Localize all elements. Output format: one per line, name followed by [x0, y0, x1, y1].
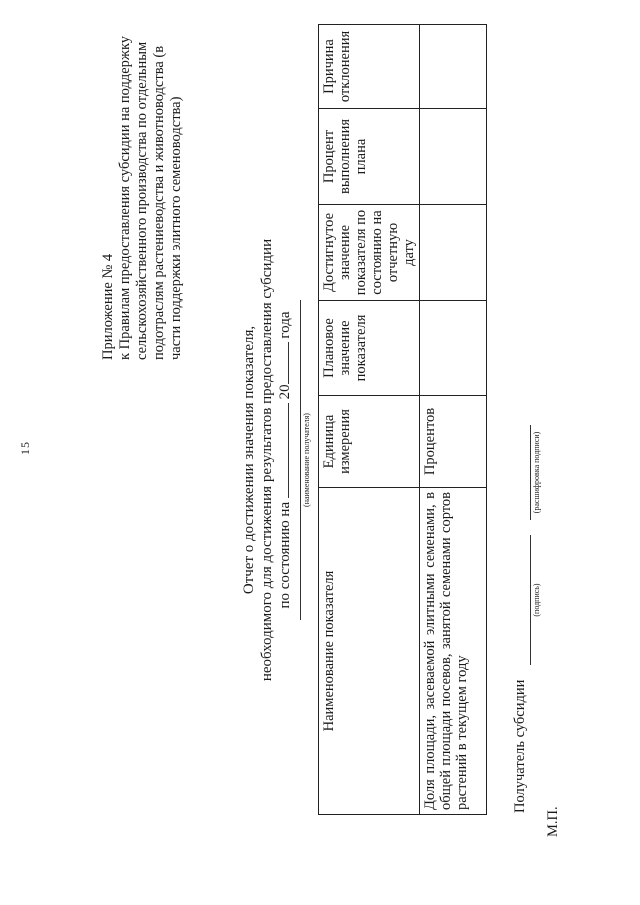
table-row [420, 25, 487, 815]
page-number: 15 [18, 441, 32, 455]
cell-planned-value [420, 301, 487, 396]
table-header-row [319, 25, 420, 815]
recipient-signature-label: Получатель субсидии [512, 679, 528, 813]
date-year-prefix: 20 [277, 384, 293, 400]
indicator-table [318, 24, 487, 815]
header-deviation-reason: Причина отклонения [319, 25, 420, 109]
date-suffix: года [277, 311, 293, 339]
header-indicator-name: Наименование показателя [319, 488, 420, 815]
header-planned-value: Плановое значение показателя [319, 301, 420, 396]
date-blank [276, 403, 289, 498]
report-title-line1: Отчет о достижении значения показателя, [241, 325, 257, 595]
signature-caption: (подпись) [532, 583, 541, 617]
report-title-line2: необходимого для достижения результатов предоставления субсидии [259, 238, 275, 682]
cell-plan-percent [420, 109, 487, 205]
report-date-line [276, 210, 294, 710]
date-prefix: по состоянию на [277, 501, 293, 609]
stamp-label: М.П. [545, 806, 561, 837]
cell-achieved-value [420, 205, 487, 301]
cell-indicator-name: Доля площади, засеваемой элитными семенами, в общей площади посевов, занятой семенами сортов растений в текущем году [420, 488, 487, 815]
cell-deviation-reason [420, 25, 487, 109]
report-title [240, 210, 294, 710]
cell-unit: Процентов [420, 396, 487, 488]
appendix-text: к Правилам предоставления субсидии на поддержку сельскохозяйственного производства по отдельным подотраслям растениеводства и животноводства (в части поддержки элитного семеноводства) [117, 35, 184, 360]
signature-line [530, 535, 531, 665]
year-blank [276, 342, 289, 384]
appendix-block [100, 20, 185, 360]
header-plan-percent: Процент выполнения плана [319, 109, 420, 205]
appendix-title: Приложение № 4 [100, 253, 116, 360]
signature-decode-caption: (расшифровка подписи) [532, 431, 541, 514]
recipient-caption: (наименование получателя) [302, 413, 311, 507]
header-achieved-value: Достигнутое значение показателя по состоянию на отчетную дату [319, 205, 420, 301]
signature-decode-line [530, 425, 531, 520]
header-unit: Единица измерения [319, 396, 420, 488]
recipient-line [300, 300, 301, 620]
